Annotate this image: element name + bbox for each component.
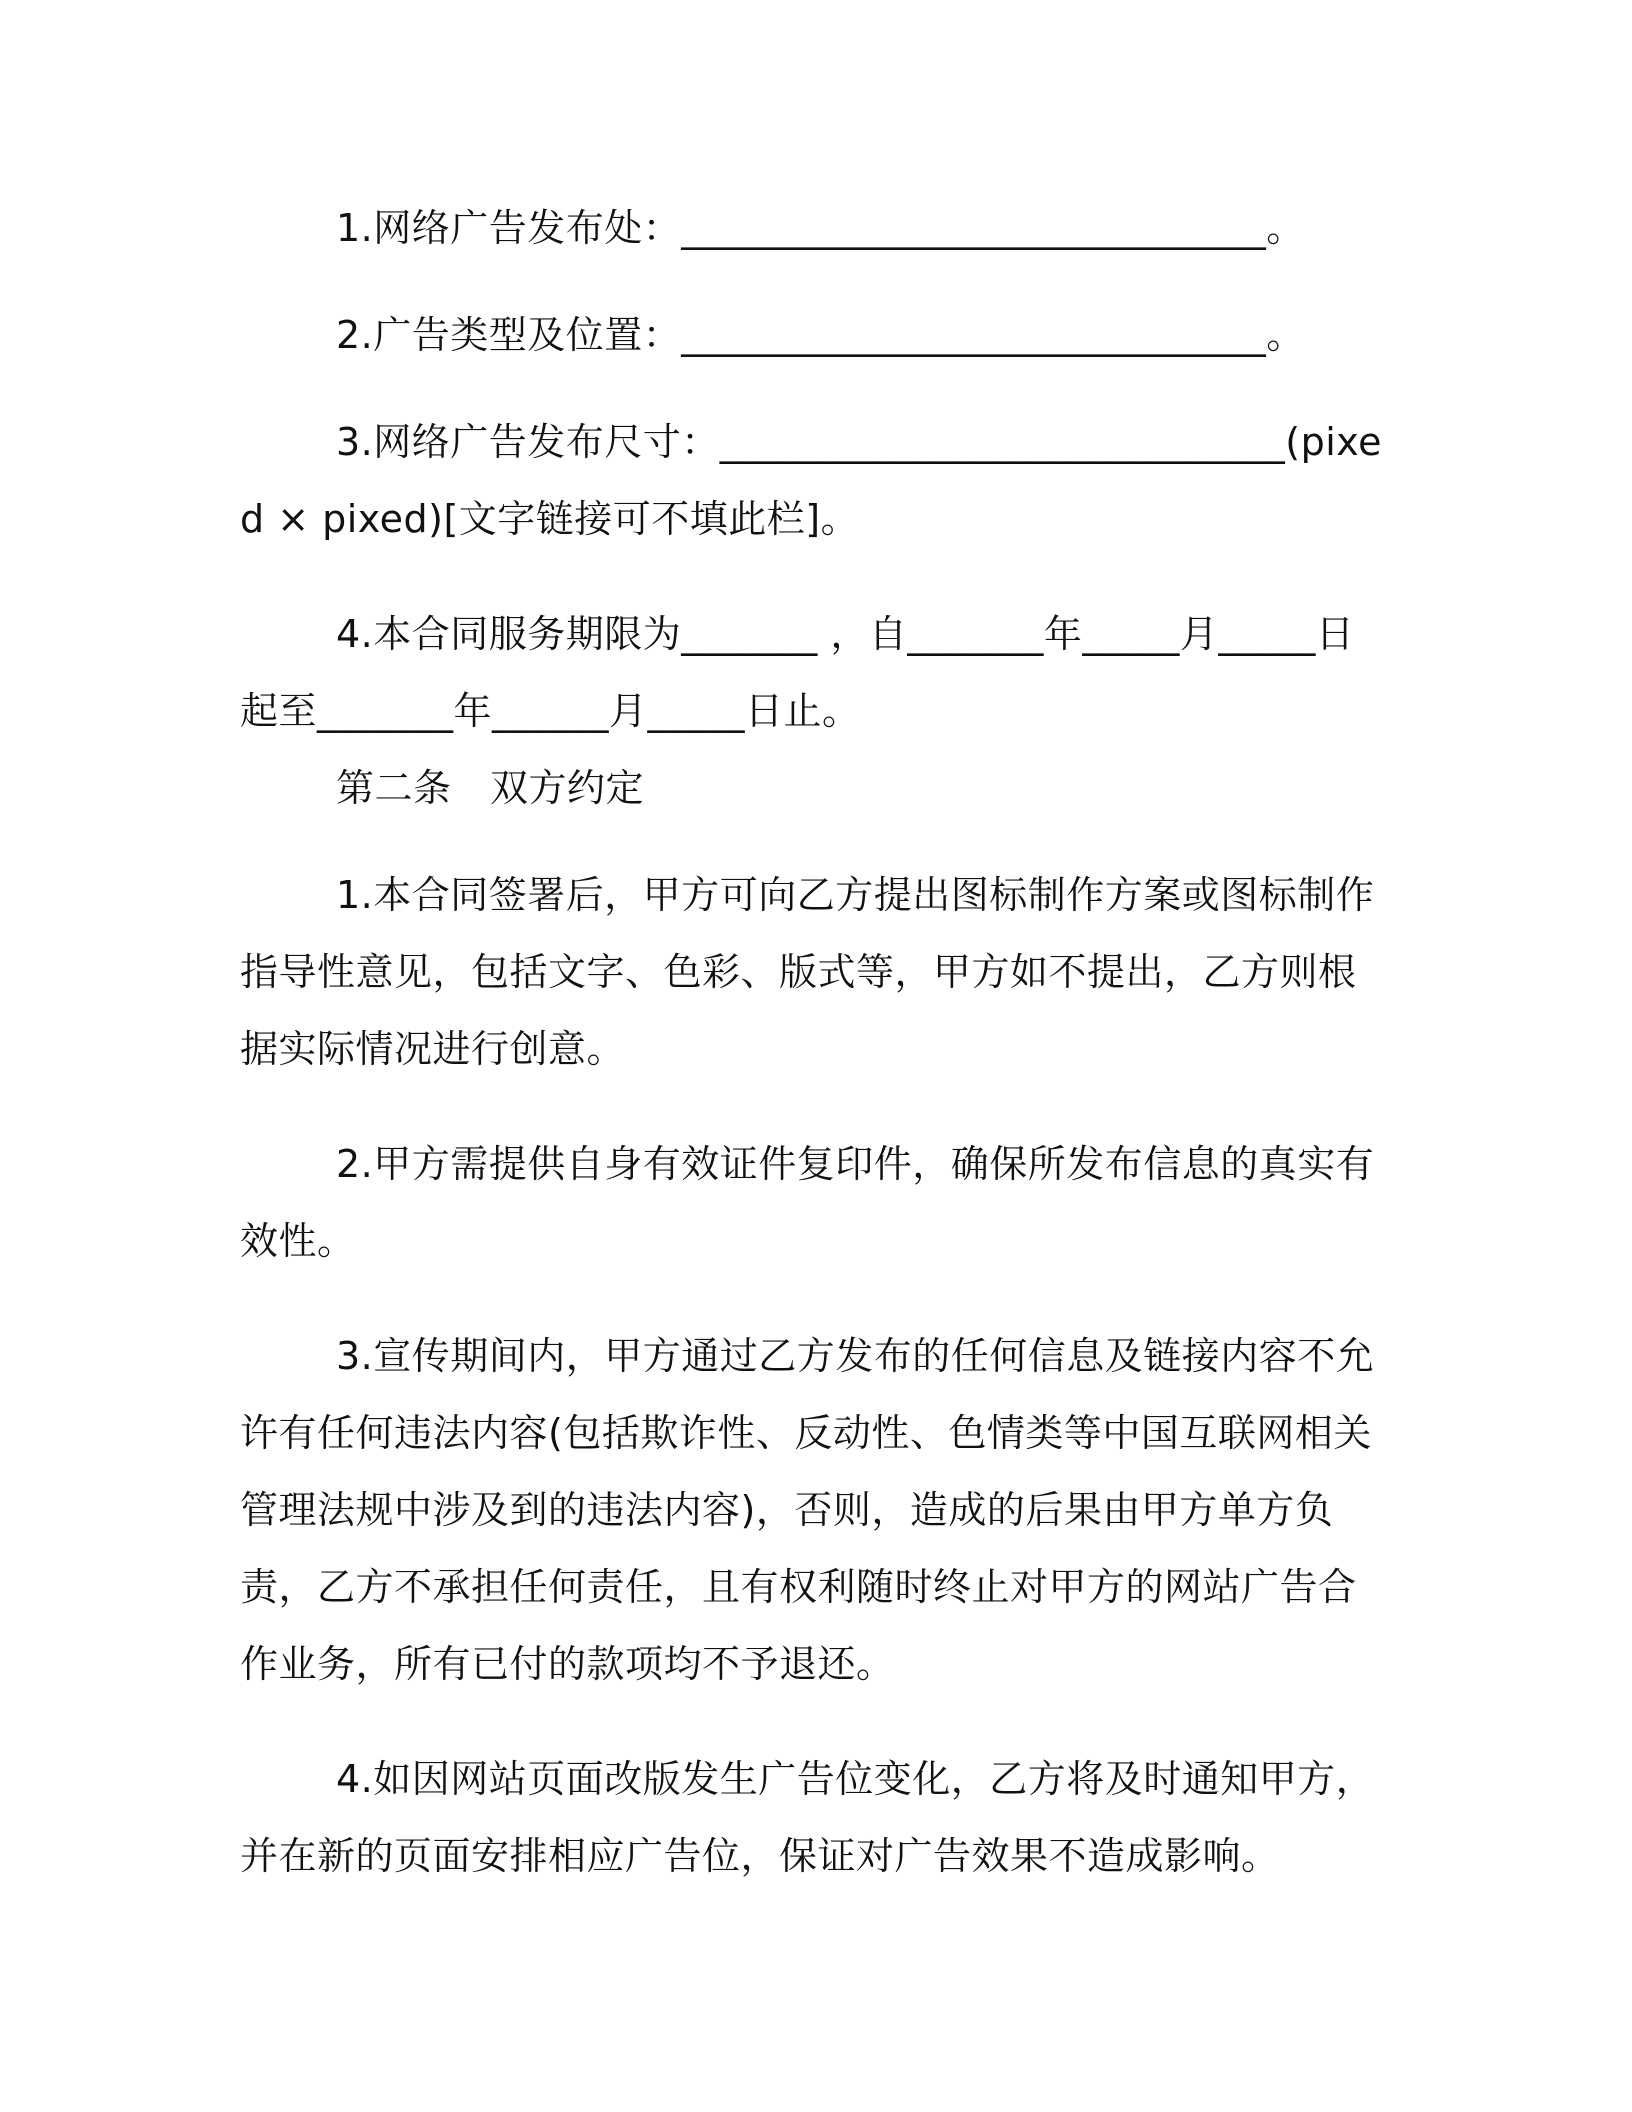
document-page bbox=[240, 190, 1390, 1895]
item-ad-size: 3.网络广告发布尺寸：_____________________________(pixed × pixed)[文字链接可不填此栏]。 bbox=[240, 420, 1382, 541]
item-service-period: 4.本合同服务期限为_______ ，自_______年_____月_____日起至_______年______月_____日止。 bbox=[240, 612, 1355, 733]
clause-illegal-content: 3.宣传期间内，甲方通过乙方发布的任何信息及链接内容不允许有任何违法内容(包括欺诈性、反动性、色情类等中国互联网相关管理法规中涉及到的违法内容)，否则，造成的后果由甲方单方负责，乙方不承担任何责任，且有权利随时终止对甲方的网站广告合作业务，所有已付的款项均不予退还。 bbox=[240, 1334, 1375, 1686]
clause-id-documents: 2.甲方需提供自身有效证件复印件，确保所发布信息的真实有效性。 bbox=[240, 1142, 1375, 1263]
item-ad-location: 1.网络广告发布处：______________________________。 bbox=[336, 206, 1305, 250]
clause-design-proposal: 1.本合同签署后，甲方可向乙方提出图标制作方案或图标制作指导性意见，包括文字、色彩、版式等，甲方如不提出，乙方则根据实际情况进行创意。 bbox=[240, 873, 1375, 1071]
item-ad-type-position: 2.广告类型及位置：______________________________。 bbox=[336, 313, 1305, 357]
section-title: 第二条 双方约定 bbox=[336, 766, 645, 810]
clause-page-redesign: 4.如因网站页面改版发生广告位变化，乙方将及时通知甲方，并在新的页面安排相应广告位，保证对广告效果不造成影响。 bbox=[240, 1757, 1375, 1878]
